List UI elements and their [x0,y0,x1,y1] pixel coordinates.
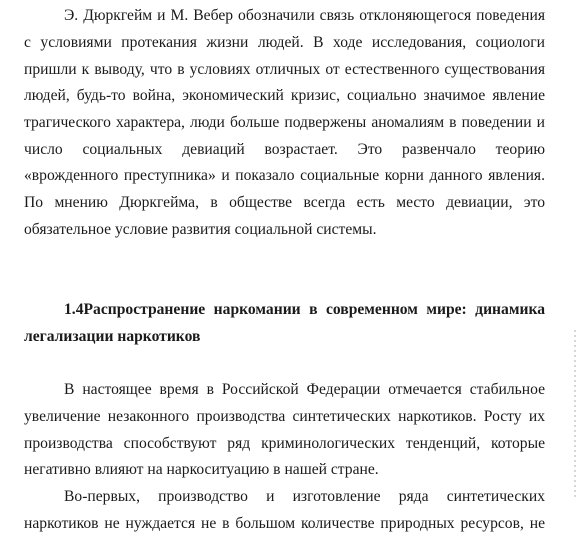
text-line: наркотиков не нуждается не в большом количестве природных ресурсов, не [24,515,545,532]
text-line: число социальных девиаций возрастает. Это развенчало теорию [24,141,545,158]
text-line: В настоящее время в Российской Федерации отмечается стабильное [64,381,545,398]
text-line: трагического характера, люди больше подвержены аномалиям в поведении и [24,114,545,131]
text-line: «врожденного преступника» и показало социальные корни данного явления. [24,167,545,184]
text-line: людей, будь-то война, экономический кризис, социально значимое явление [24,87,545,104]
heading-line: 1.4Распространение наркомании в современном мире: динамика [64,301,545,318]
text-line: По мнению Дюркгейма, в обществе всегда есть место девиации, это [24,194,545,211]
text-line: пришли к выводу, что в условиях отличных от естественного существования [24,61,545,78]
heading-line: легализации наркотиков [24,328,201,345]
text-line: с условиями протекания жизни людей. В ходе исследования, социологи [24,34,545,51]
text-line: производства способствуют ряд криминологических тенденций, которые [24,435,545,452]
text-line: обязательное условие развития социальной системы. [24,221,377,238]
page-edge-shadow [574,330,576,500]
text-line: Во-первых, производство и изготовление ряда синтетических [64,488,545,505]
text-line: негативно влияют на наркоситуацию в нашей стране. [24,461,379,478]
text-line: Э. Дюркгейм и М. Вебер обозначили связь отклоняющегося поведения [64,7,545,24]
text-line: увеличение незаконного производства синтетических наркотиков. Росту их [24,408,545,425]
